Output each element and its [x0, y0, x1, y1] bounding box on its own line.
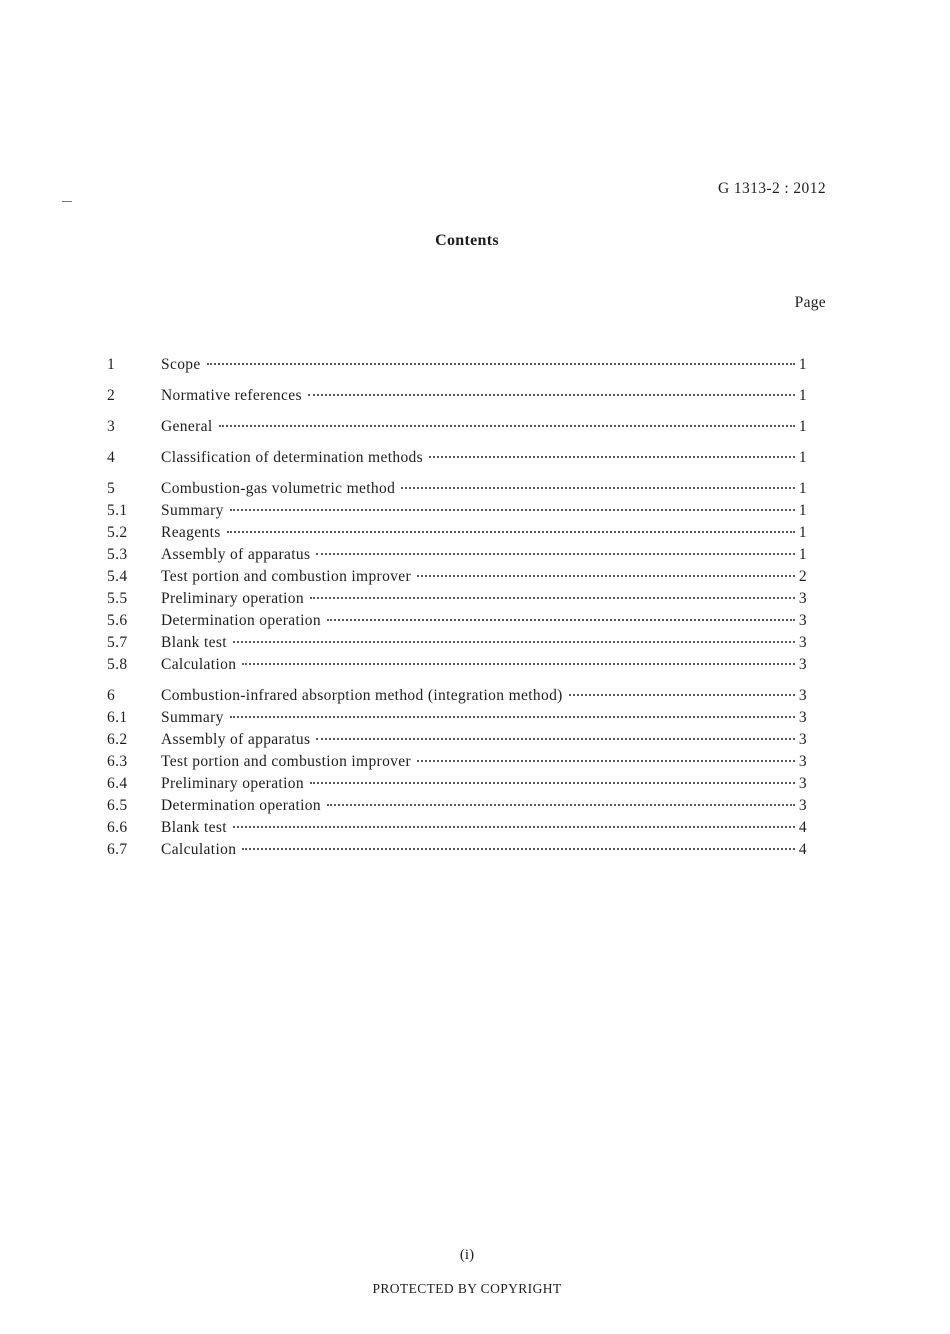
toc-entry	[107, 447, 807, 469]
toc-entry	[107, 729, 807, 751]
toc-dot-leader	[316, 738, 795, 740]
toc-entry-number: 6.1	[107, 709, 128, 726]
toc-entry-page: 3	[798, 753, 807, 770]
toc-entry-title: Blank test	[161, 634, 227, 651]
scan-artifact-mark	[62, 201, 72, 202]
toc-entry-number: 5.8	[107, 656, 128, 673]
toc-entry-title: Summary	[161, 709, 224, 726]
toc-entry-number: 6	[107, 687, 116, 704]
toc-entry	[107, 795, 807, 817]
document-code: G 1313-2 : 2012	[717, 180, 826, 197]
toc-entry-number: 6.4	[107, 775, 128, 792]
toc-dot-leader	[417, 760, 795, 762]
toc-entry	[107, 566, 807, 588]
toc-dot-leader	[569, 694, 795, 696]
toc-entry	[107, 588, 807, 610]
toc-dot-leader	[401, 487, 795, 489]
toc-dot-leader	[233, 641, 795, 643]
toc-entry	[107, 817, 807, 839]
toc-entry-page: 1	[798, 387, 807, 404]
toc-entry-title: Determination operation	[161, 612, 321, 629]
toc-entry	[107, 632, 807, 654]
toc-entry-page: 4	[798, 819, 807, 836]
toc-entry-title: Test portion and combustion improver	[161, 568, 412, 585]
toc-dot-leader	[429, 456, 795, 458]
toc-entry-page: 3	[798, 687, 807, 704]
toc-entry	[107, 654, 807, 676]
toc-dot-leader	[227, 531, 795, 533]
toc-entry	[107, 685, 807, 707]
toc-dot-leader	[242, 848, 795, 850]
toc-entry-title: Calculation	[161, 841, 237, 858]
toc-entry-page: 1	[798, 524, 807, 541]
copyright-notice: PROTECTED BY COPYRIGHT	[372, 1281, 562, 1296]
toc-entry-page: 1	[798, 502, 807, 519]
toc-entry	[107, 610, 807, 632]
toc-entry-page: 3	[798, 731, 807, 748]
toc-dot-leader	[310, 782, 795, 784]
toc-entry-number: 5	[107, 480, 116, 497]
toc-entry-number: 5.6	[107, 612, 128, 629]
toc-entry-title: Preliminary operation	[161, 590, 304, 607]
toc-entry-page: 4	[798, 841, 807, 858]
toc-entry-page: 3	[798, 775, 807, 792]
toc-entry-number: 5.5	[107, 590, 128, 607]
toc-entry-page: 3	[798, 590, 807, 607]
toc-entry-title: Blank test	[161, 819, 227, 836]
toc-entry	[107, 478, 807, 500]
toc-entry-number: 2	[107, 387, 116, 404]
toc-entry-page: 1	[798, 356, 807, 373]
toc-entry	[107, 707, 807, 729]
toc-dot-leader	[207, 363, 795, 365]
toc-entry-number: 5.4	[107, 568, 128, 585]
toc-entry-page: 1	[798, 418, 807, 435]
toc-dot-leader	[230, 716, 795, 718]
toc-entry-number: 6.3	[107, 753, 128, 770]
table-of-contents	[107, 354, 807, 861]
toc-dot-leader	[219, 425, 795, 427]
toc-entry	[107, 416, 807, 438]
toc-entry-title: Determination operation	[161, 797, 321, 814]
toc-entry-title: Test portion and combustion improver	[161, 753, 412, 770]
toc-entry-number: 5.7	[107, 634, 128, 651]
toc-entry-page: 3	[798, 797, 807, 814]
toc-entry	[107, 522, 807, 544]
toc-dot-leader	[242, 663, 795, 665]
toc-entry-title: Assembly of apparatus	[161, 546, 311, 563]
contents-heading: Contents	[435, 232, 499, 249]
toc-entry-page: 1	[798, 546, 807, 563]
toc-dot-leader	[417, 575, 795, 577]
toc-entry-title: Reagents	[161, 524, 221, 541]
toc-entry-number: 3	[107, 418, 116, 435]
toc-entry-page: 1	[798, 480, 807, 497]
toc-entry-title: General	[161, 418, 213, 435]
toc-dot-leader	[327, 804, 795, 806]
toc-entry-title: Preliminary operation	[161, 775, 304, 792]
toc-entry-title: Calculation	[161, 656, 237, 673]
toc-dot-leader	[230, 509, 795, 511]
toc-entry-number: 4	[107, 449, 116, 466]
toc-entry-title: Classification of determination methods	[161, 449, 424, 466]
toc-entry	[107, 839, 807, 861]
toc-entry-page: 3	[798, 634, 807, 651]
toc-entry-title: Normative references	[161, 387, 302, 404]
toc-dot-leader	[233, 826, 795, 828]
toc-entry-title: Assembly of apparatus	[161, 731, 311, 748]
toc-entry-number: 5.3	[107, 546, 128, 563]
toc-dot-leader	[308, 394, 795, 396]
footer-page-number: (i)	[459, 1247, 475, 1263]
toc-entry-page: 1	[798, 449, 807, 466]
toc-entry	[107, 544, 807, 566]
toc-entry-number: 6.7	[107, 841, 128, 858]
toc-dot-leader	[310, 597, 795, 599]
toc-entry	[107, 751, 807, 773]
toc-entry-number: 6.5	[107, 797, 128, 814]
toc-entry-title: Combustion-gas volumetric method	[161, 480, 396, 497]
toc-entry-title: Combustion-infrared absorption method (integration method)	[161, 687, 563, 704]
toc-dot-leader	[327, 619, 795, 621]
toc-entry-number: 1	[107, 356, 116, 373]
toc-entry-number: 5.2	[107, 524, 128, 541]
toc-dot-leader	[316, 553, 795, 555]
toc-entry-page: 3	[798, 709, 807, 726]
toc-entry	[107, 773, 807, 795]
toc-entry	[107, 385, 807, 407]
toc-entry-number: 5.1	[107, 502, 128, 519]
toc-entry-number: 6.6	[107, 819, 128, 836]
toc-entry-page: 2	[798, 568, 807, 585]
toc-entry-page: 3	[798, 656, 807, 673]
toc-entry-page: 3	[798, 612, 807, 629]
toc-entry-title: Scope	[161, 356, 201, 373]
toc-entry	[107, 354, 807, 376]
toc-entry-title: Summary	[161, 502, 224, 519]
toc-entry	[107, 500, 807, 522]
toc-entry-number: 6.2	[107, 731, 128, 748]
page-column-label: Page	[794, 294, 826, 311]
